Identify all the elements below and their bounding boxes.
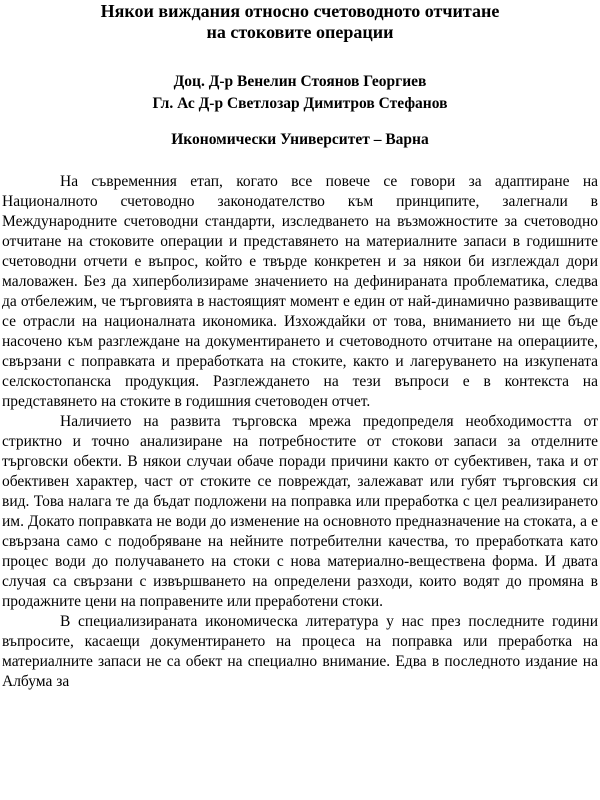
author-list	[0, 71, 600, 115]
body-text	[0, 172, 600, 692]
title-line: Някои виждания относно счетоводното отчитане	[100, 1, 500, 21]
paragraph: В специализираната икономическа литература у нас през последните години въпросите, касаещи документирането на процеса на поправка или преработка на материалните запаси не са обект на специално внимание. Едва в последното издание на Албума за	[2, 613, 598, 690]
paragraph: На съвременния етап, когато все повече се говори за адаптиране на Националното счетоводно законодателство към принципите, залегнали в Международните счетоводни стандарти, изследването на възможностите за счетоводно отчитане на стоковите операции и представянето на материалните запаси в годишните счетоводни отчети е въпрос, който е твърде конкретен и за някои би изглеждал дори маловажен. Без да хиперболизираме значението на дефинираната проблематика, следва да отбележим, че търговията в настоящият момент е един от най-динамично развиващите се отрасли на националната икономика. Изхождайки от това, вниманието ни ще бъде насочено към разглеждане на документирането и счетоводното отчитане на операциите, свързани с поправката и преработката на стоките, както и лагеруването на изкупената селскостопанска продукция. Разглеждането на тези въпроси е в контекста на представянето на стоките в годишния счетоводен отчет.	[2, 173, 598, 410]
affiliation: Икономически Университет – Варна	[171, 131, 429, 148]
author-name: Гл. Ас Д-р Светлозар Димитров Стефанов	[152, 95, 448, 112]
paragraph: Наличието на развита търговска мрежа предопределя необходимостта от стриктно и точно анализиране на потребностите от стокови запаси за отделните търговски обекти. В някои случаи обаче поради причини както от субективен, така и от обективен характер, част от стоките се повреждат, залежават или губят търговския си вид. Това налага те да бъдат подложени на поправка или преработка с цел реализирането им. Докато поправката не води до изменение на основното предназначение на стоката, а е свързана само с подобряване на нейните потребителни качества, то преработката като процес води до получаването на стоки с нова материално-веществена форма. И двата случая са свързани с извършването на определени разходи, които водят до промяна в продажните цени на поправените или преработени стоки.	[2, 413, 598, 610]
author-name: Доц. Д-р Венелин Стоянов Георгиев	[173, 73, 427, 90]
paper-title	[0, 0, 600, 43]
title-line: на стоковите операции	[206, 22, 394, 42]
